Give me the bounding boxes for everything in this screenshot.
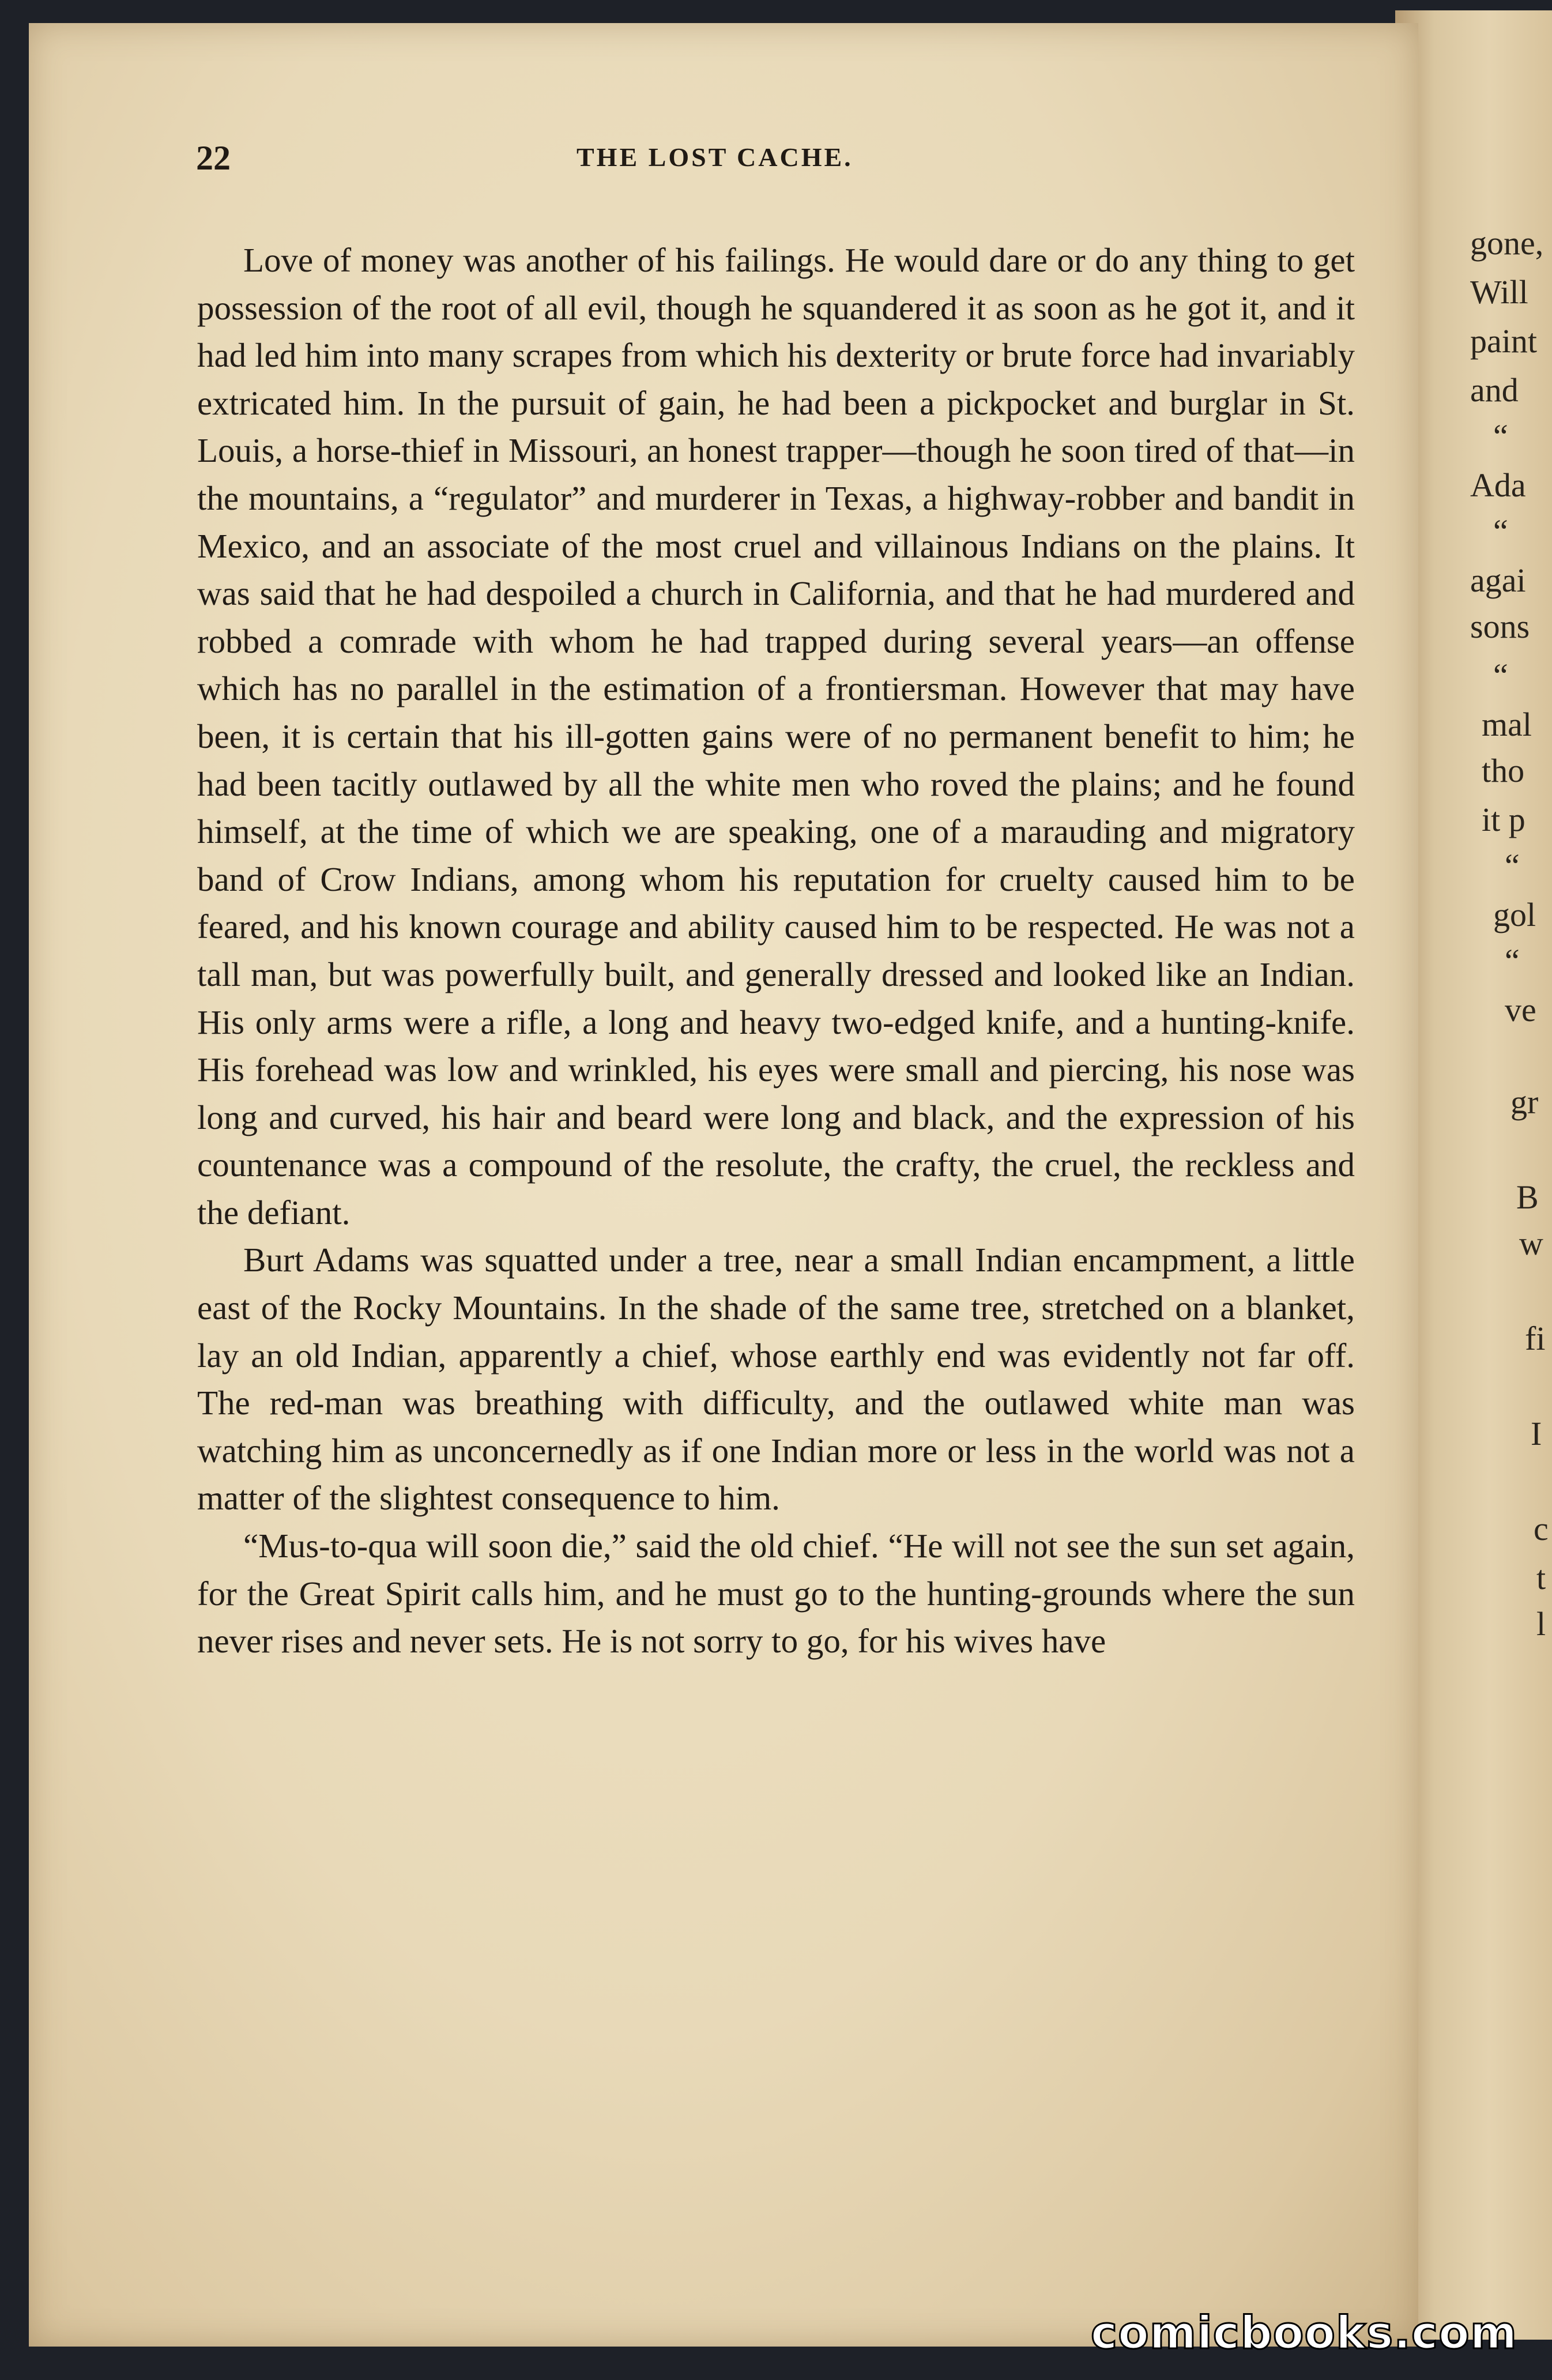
facing-page-fragment: gol (1493, 896, 1536, 933)
facing-page-fragment: “ (1493, 513, 1508, 550)
facing-page-fragment: B (1516, 1178, 1539, 1216)
facing-page-fragment: Will (1470, 273, 1528, 311)
watermark: comicbooks.com (1090, 2307, 1517, 2359)
facing-page-fragment: it p (1482, 801, 1525, 838)
facing-page-fragment: ve (1505, 991, 1536, 1029)
facing-page-fragment: Ada (1470, 466, 1526, 504)
facing-page-fragment: “ (1505, 847, 1520, 884)
facing-page-fragment: sons (1470, 608, 1530, 645)
facing-page-fragment: agai (1470, 562, 1526, 599)
facing-page-fragment: w (1519, 1225, 1543, 1262)
facing-page-fragment: I (1531, 1415, 1542, 1452)
facing-page-fragment: paint (1470, 322, 1537, 360)
facing-page (1395, 10, 1552, 2340)
facing-page-fragment: “ (1505, 942, 1520, 980)
facing-page-fragment: l (1536, 1605, 1546, 1643)
facing-page-fragment: “ (1493, 417, 1508, 455)
facing-page-fragment: t (1536, 1559, 1546, 1596)
running-head (29, 138, 1418, 184)
paragraph: Burt Adams was squatted under a tree, near a small Indian encampment, a little east of the Rocky Mountains. In the shade of the same tree, stretched on a blanket, lay an old Indian, apparently a chief, whose earthly end was evidently not far off. The red-man was breathing with difficulty, and the outlawed white man was watching him as unconcernedly as if one Indian more or less in the world was not a matter of the slightest consequence to him. (197, 1241, 1355, 1517)
paragraph: “Mus-to-qua will soon die,” said the old chief. “He will not see the sun set again, for the Great Spirit calls him, and he must go to the hunting-grounds where the sun never rises and never sets. He is not sorry to go, for his wives have (197, 1527, 1355, 1660)
facing-page-fragment: mal (1482, 706, 1532, 743)
facing-page-fragment: and (1470, 371, 1519, 409)
body-text (197, 236, 1355, 1665)
facing-page-fragment: c (1534, 1510, 1549, 1547)
book-page (29, 23, 1418, 2347)
facing-page-fragment: tho (1482, 752, 1525, 789)
page-number: 22 (196, 139, 231, 177)
facing-page-fragment: gr (1510, 1083, 1539, 1121)
running-title: THE LOST CACHE. (577, 142, 853, 172)
facing-page-fragment: fi (1525, 1320, 1546, 1357)
paragraph: Love of money was another of his failings. He would dare or do any thing to get possession of the root of all evil, though he squandered it as soon as he got it, and it had led him into many scrapes from which his dexterity or brute force had invariably extricated him. In the pursuit of gain, he had been a pickpocket and burglar in St. Louis, a horse-thief in Missouri, an honest trapper—though he soon tired of that—in the mountains, a “regulator” and murderer in Texas, a highway-robber and bandit in Mexico, and an associate of the most cruel and villainous Indians on the plains. It was said that he had despoiled a church in California, and that he had murdered and robbed a comrade with whom he had trapped during several years—an offense which has no parallel in the estimation of a frontiersman. However that may have been, it is certain that his ill-gotten gains were of no permanent benefit to him; he had been tacitly outlawed by all the white men who roved the plains; and he found himself, at the time of which we are speaking, one of a marauding and migratory band of Crow Indians, among whom his reputation for cruelty caused him to be feared, and his known courage and ability caused him to be respected. He was not a tall man, but was powerfully built, and generally dressed and looked like an Indian. His only arms were a rifle, a long and heavy two-edged knife, and a hunting-knife. His forehead was low and wrinkled, his eyes were small and piercing, his nose was long and curved, his hair and beard were long and black, and the expression of his countenance was a compound of the resolute, the crafty, the cruel, the reckless and the defiant. (197, 241, 1355, 1232)
facing-page-fragment: “ (1493, 657, 1508, 694)
facing-page-fragment: gone, (1470, 224, 1544, 262)
